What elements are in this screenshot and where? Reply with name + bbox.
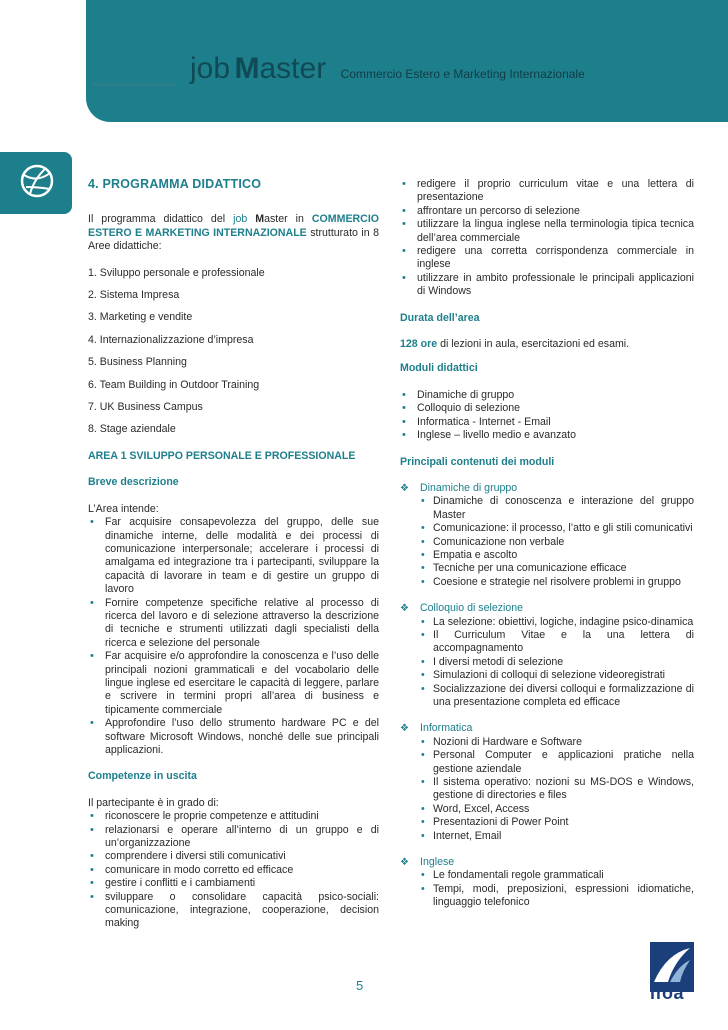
list-item: • redigere una corretta corrispondenza commerciale in inglese <box>400 245 694 272</box>
grado-label: Il partecipante è in grado di: <box>88 796 219 809</box>
list-item: • Tecniche per una comunicazione efficace <box>420 562 694 575</box>
skills-list <box>400 178 694 299</box>
diamond-bullet-icon: ❖ <box>400 482 409 494</box>
page-number: 5 <box>356 978 364 993</box>
intende-list <box>88 516 379 757</box>
intro-aster: aster in <box>264 213 304 226</box>
area-item: 6. Team Building in Outdoor Training <box>88 378 260 391</box>
module-block <box>400 482 694 589</box>
module-heading <box>400 856 694 869</box>
module-name: Inglese <box>420 856 455 869</box>
list-item: • comprendere i diversi stili comunicativi <box>88 850 379 863</box>
ifoa-logo-text: ifoa <box>650 983 685 1003</box>
area-item: 4. Internazionalizzazione d’impresa <box>88 333 254 346</box>
module-heading <box>400 722 694 735</box>
area-item: 3. Marketing e vendite <box>88 311 193 324</box>
brand-title <box>190 52 585 86</box>
list-item: • Dinamiche di conoscenza e interazione del gruppo Master <box>420 495 694 522</box>
grado-list <box>88 810 379 931</box>
left-column <box>88 178 379 931</box>
module-block <box>400 722 694 843</box>
module-items <box>420 736 694 843</box>
intro-job: job <box>233 213 248 226</box>
area-item: 5. Business Planning <box>88 356 187 369</box>
list-item: • Personal Computer e applicazioni pratiche nella gestione aziendale <box>420 749 694 776</box>
list-item: • Nozioni di Hardware e Software <box>420 736 694 749</box>
brand-m: M <box>234 52 260 85</box>
list-item: • Dinamiche di gruppo <box>400 389 694 402</box>
module-items <box>420 616 694 710</box>
area-item: 1. Sviluppo personale e professionale <box>88 266 265 279</box>
list-item: • Comunicazione non verbale <box>420 536 694 549</box>
contenuti-title: Principali contenuti dei moduli <box>400 455 555 468</box>
list-item: • Il Curriculum Vitae e la una lettera di accompagnamento <box>420 629 694 656</box>
list-item: • affrontare un percorso di selezione <box>400 205 694 218</box>
intro-bold: COMMERCIO ESTERO E MARKETING INTERNAZIONALE <box>88 213 379 239</box>
brand-subtitle: Commercio Estero e Marketing Internazionale <box>340 67 585 81</box>
list-item: • Colloquio di selezione <box>400 402 694 415</box>
list-item: • Tempi, modi, preposizioni, espressioni idiomatiche, linguaggio telefonico <box>420 883 694 910</box>
list-item: • relazionarsi e operare all’interno di un gruppo e di un’organizzazione <box>88 824 379 851</box>
durata-hours: 128 ore <box>400 338 438 351</box>
side-tab <box>0 152 72 214</box>
intro-paragraph <box>88 213 379 253</box>
list-item: • Socializzazione dei diversi colloqui e formalizzazione di una presentazione completa ed efficace <box>420 683 694 710</box>
module-name: Dinamiche di gruppo <box>420 481 518 494</box>
area-item: 2. Sistema Impresa <box>88 289 180 302</box>
list-item: • Simulazioni di colloqui di selezione videoregistrati <box>420 669 694 682</box>
diamond-bullet-icon: ❖ <box>400 723 409 735</box>
module-heading <box>400 602 694 615</box>
list-item: • Far acquisire e/o approfondire la conoscenza e l’uso delle principali nozioni grammaticali e del vocabolario delle lingue inglese ed esercitare le capacità di leggere, parlare e scrivere in termini propri all’area di business e tipicamente commerciale <box>88 650 379 717</box>
list-item: • Inglese – livello medio e avanzato <box>400 429 694 442</box>
list-item: • Informatica - Internet - Email <box>400 416 694 429</box>
intro-start: Il programma didattico del <box>88 213 226 226</box>
list-item: • riconoscere le proprie competenze e attitudini <box>88 810 379 823</box>
list-item: • Comunicazione: il processo, l’atto e gli stili comunicativi <box>420 522 694 535</box>
list-item: • Il sistema operativo: nozioni su MS-DOS e Windows, gestione di directories e files <box>420 776 694 803</box>
list-item: • Word, Excel, Access <box>420 803 694 816</box>
brand-job: job <box>190 52 231 85</box>
header-rule <box>92 83 176 86</box>
intro-m: M <box>255 213 265 226</box>
diamond-bullet-icon: ❖ <box>400 857 409 869</box>
brand-aster: aster <box>259 52 327 85</box>
durata-text <box>400 338 694 351</box>
areas-list <box>88 267 379 437</box>
module-name: Colloquio di selezione <box>420 602 524 615</box>
list-item: • Le fondamentali regole grammaticali <box>420 869 694 882</box>
area1-title: AREA 1 SVILUPPO PERSONALE E PROFESSIONALE <box>88 449 356 462</box>
breve-title: Breve descrizione <box>88 476 179 489</box>
competenze-title: Competenze in uscita <box>88 770 197 783</box>
moduli-list <box>400 389 694 443</box>
list-item: • Coesione e strategie nel risolvere problemi in gruppo <box>420 576 694 589</box>
module-heading <box>400 481 694 495</box>
list-item: • comunicare in modo corretto ed efficace <box>88 864 379 877</box>
durata-title: Durata dell’area <box>400 311 480 324</box>
list-item: • Fornire competenze specifiche relative al processo di ricerca del lavoro e di selezione attraverso la descrizione di tecniche e strumenti utilizzati dagli specialisti della ricerca e selezione del personale <box>88 597 379 651</box>
list-item: • La selezione: obiettivi, logiche, indagine psico-dinamica <box>420 616 694 629</box>
list-item: • gestire i conflitti e i cambiamenti <box>88 877 379 890</box>
diamond-bullet-icon: ❖ <box>400 603 409 615</box>
area-item: 7. UK Business Campus <box>88 401 203 414</box>
module-name: Informatica <box>420 722 473 735</box>
list-item: • utilizzare la lingua inglese nella terminologia tipica tecnica dell’area commerciale <box>400 218 694 245</box>
list-item: • redigere il proprio curriculum vitae e una lettera di presentazione <box>400 178 694 205</box>
list-item: • sviluppare o consolidare capacità psico-sociali: comunicazione, integrazione, cooperazione, decision making <box>88 891 379 931</box>
durata-desc: di lezioni in aula, esercitazioni ed esami. <box>440 338 630 351</box>
moduli-title: Moduli didattici <box>400 362 478 375</box>
area-item: 8. Stage aziendale <box>88 423 176 436</box>
intro-end: strutturato in 8 Aree didattiche: <box>88 226 379 253</box>
module-items <box>420 495 694 589</box>
list-item: • Far acquisire consapevolezza del gruppo, delle sue dinamiche interne, delle modalità e dei processi di comunicazione interpersonale; accelerare i processi di amalgama ed integrazione tra i partecipanti, sviluppare la capacità di lavorare in team e di gestire un gruppo di lavoro <box>88 516 379 596</box>
intende-label: L’Area intende: <box>88 502 159 515</box>
section-title: 4. PROGRAMMA DIDATTICO <box>88 177 262 191</box>
basketball-icon <box>20 159 54 205</box>
list-item: • Empatia e ascolto <box>420 549 694 562</box>
module-block <box>400 602 694 709</box>
list-item: • I diversi metodi di selezione <box>420 656 694 669</box>
module-items <box>420 869 694 909</box>
module-block <box>400 856 694 910</box>
list-item: • utilizzare in ambito professionale le principali applicazioni di Windows <box>400 272 694 299</box>
right-column <box>400 178 694 910</box>
list-item: • Internet, Email <box>420 830 694 843</box>
list-item: • Approfondire l’uso dello strumento hardware PC e del software Microsoft Windows, nonché delle sue principali applicazioni. <box>88 717 379 757</box>
list-item: • Presentazioni di Power Point <box>420 816 694 829</box>
